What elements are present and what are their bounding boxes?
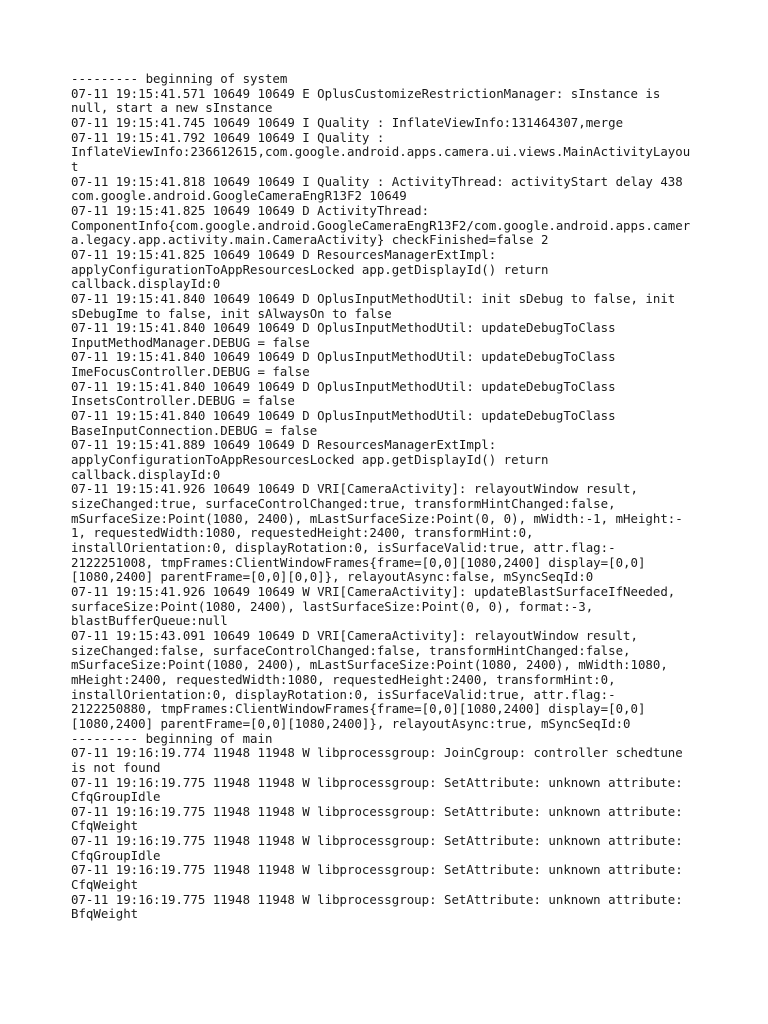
log-line: surfaceSize:Point(1080, 2400), lastSurfaceSize:Point(0, 0), format:-3, <box>71 598 594 614</box>
log-line: a.legacy.app.activity.main.CameraActivity} checkFinished=false 2 <box>71 232 549 248</box>
log-line: 07-11 19:15:41.840 10649 10649 D OplusInputMethodUtil: updateDebugToClass <box>71 378 616 394</box>
log-line: 07-11 19:15:41.840 10649 10649 D OplusInputMethodUtil: init sDebug to false, init <box>71 290 676 306</box>
log-line: InsetsController.DEBUG = false <box>71 393 295 409</box>
log-line: null, start a new sInstance <box>71 100 273 116</box>
log-line: blastBufferQueue:null <box>71 613 228 629</box>
log-line: CfqWeight <box>71 877 139 893</box>
log-line: CfqGroupIdle <box>71 789 161 805</box>
log-line: callback.displayId:0 <box>71 466 221 482</box>
log-line: callback.displayId:0 <box>71 276 221 292</box>
log-line: ImeFocusController.DEBUG = false <box>71 364 310 380</box>
log-line: 07-11 19:15:41.792 10649 10649 I Quality : <box>71 129 385 145</box>
log-line: 07-11 19:15:41.840 10649 10649 D OplusInputMethodUtil: updateDebugToClass <box>71 320 616 336</box>
log-line: BaseInputConnection.DEBUG = false <box>71 422 318 438</box>
log-line: 2122250880, tmpFrames:ClientWindowFrames{frame=[0,0][1080,2400] display=[0,0] <box>71 701 646 717</box>
log-text-block <box>71 72 701 922</box>
log-line: BfqWeight <box>71 906 139 922</box>
log-line: CfqGroupIdle <box>71 847 161 863</box>
log-line: InputMethodManager.DEBUG = false <box>71 334 310 350</box>
log-line: 07-11 19:15:41.926 10649 10649 D VRI[CameraActivity]: relayoutWindow result, <box>71 481 638 497</box>
log-line: mSurfaceSize:Point(1080, 2400), mLastSurfaceSize:Point(0, 0), mWidth:-1, mHeight:- <box>71 510 683 526</box>
log-line: 07-11 19:15:41.926 10649 10649 W VRI[CameraActivity]: updateBlastSurfaceIfNeeded, <box>71 583 676 599</box>
log-line: installOrientation:0, displayRotation:0, isSurfaceValid:true, attr.flag:- <box>71 686 616 702</box>
log-line: mHeight:2400, requestedWidth:1080, requestedHeight:2400, transformHint:0, <box>71 671 616 687</box>
log-line: mSurfaceSize:Point(1080, 2400), mLastSurfaceSize:Point(1080, 2400), mWidth:1080, <box>71 657 668 673</box>
log-line: 07-11 19:15:41.840 10649 10649 D OplusInputMethodUtil: updateDebugToClass <box>71 408 616 424</box>
log-line: is not found <box>71 759 161 775</box>
log-line: 07-11 19:16:19.775 11948 11948 W libprocessgroup: SetAttribute: unknown attribute: <box>71 774 683 790</box>
log-line: 07-11 19:15:41.825 10649 10649 D ResourcesManagerExtImpl: <box>71 246 497 262</box>
log-line: 07-11 19:15:41.889 10649 10649 D ResourcesManagerExtImpl: <box>71 437 497 453</box>
log-line: applyConfigurationToAppResourcesLocked app.getDisplayId() return <box>71 261 549 277</box>
log-line: sDebugIme to false, init sAlwaysOn to false <box>71 305 392 321</box>
log-line: t <box>71 158 79 174</box>
log-line: [1080,2400] parentFrame=[0,0][1080,2400]}, relayoutAsync:true, mSyncSeqId:0 <box>71 715 631 731</box>
log-line: --------- beginning of main <box>71 730 273 746</box>
log-line: sizeChanged:true, surfaceControlChanged:true, transformHintChanged:false, <box>71 496 616 512</box>
log-line: ComponentInfo{com.google.android.GoogleCameraEngR13F2/com.google.android.apps.camer <box>71 217 691 233</box>
log-line: 1, requestedWidth:1080, requestedHeight:2400, transformHint:0, <box>71 525 534 541</box>
log-line: 07-11 19:15:43.091 10649 10649 D VRI[CameraActivity]: relayoutWindow result, <box>71 627 638 643</box>
log-line: 07-11 19:16:19.775 11948 11948 W libprocessgroup: SetAttribute: unknown attribute: <box>71 803 683 819</box>
log-line: CfqWeight <box>71 818 139 834</box>
log-line: 07-11 19:16:19.775 11948 11948 W libprocessgroup: SetAttribute: unknown attribute: <box>71 862 683 878</box>
log-line: 07-11 19:15:41.571 10649 10649 E OplusCustomizeRestrictionManager: sInstance is <box>71 85 661 101</box>
log-line: [1080,2400] parentFrame=[0,0][0,0]}, relayoutAsync:false, mSyncSeqId:0 <box>71 569 594 585</box>
log-line: sizeChanged:false, surfaceControlChanged:false, transformHintChanged:false, <box>71 642 631 658</box>
log-line: 07-11 19:15:41.840 10649 10649 D OplusInputMethodUtil: updateDebugToClass <box>71 349 616 365</box>
log-line: 2122251008, tmpFrames:ClientWindowFrames{frame=[0,0][1080,2400] display=[0,0] <box>71 554 646 570</box>
log-line: 07-11 19:16:19.775 11948 11948 W libprocessgroup: SetAttribute: unknown attribute: <box>71 833 683 849</box>
log-line: 07-11 19:16:19.775 11948 11948 W libprocessgroup: SetAttribute: unknown attribute: <box>71 891 683 907</box>
log-line: 07-11 19:15:41.745 10649 10649 I Quality : InflateViewInfo:131464307,merge <box>71 114 624 130</box>
log-line: installOrientation:0, displayRotation:0, isSurfaceValid:true, attr.flag:- <box>71 540 616 555</box>
log-line: 07-11 19:16:19.774 11948 11948 W libprocessgroup: JoinCgroup: controller schedtune <box>71 745 683 761</box>
log-line: InflateViewInfo:236612615,com.google.android.apps.camera.ui.views.MainActivityLayou <box>71 144 691 160</box>
log-line: 07-11 19:15:41.818 10649 10649 I Quality : ActivityThread: activityStart delay 438 <box>71 173 683 189</box>
log-line: --------- beginning of system <box>71 71 288 86</box>
log-line: 07-11 19:15:41.825 10649 10649 D ActivityThread: <box>71 202 430 218</box>
log-line: com.google.android.GoogleCameraEngR13F2 10649 <box>71 188 407 204</box>
log-line: applyConfigurationToAppResourcesLocked app.getDisplayId() return <box>71 452 549 468</box>
